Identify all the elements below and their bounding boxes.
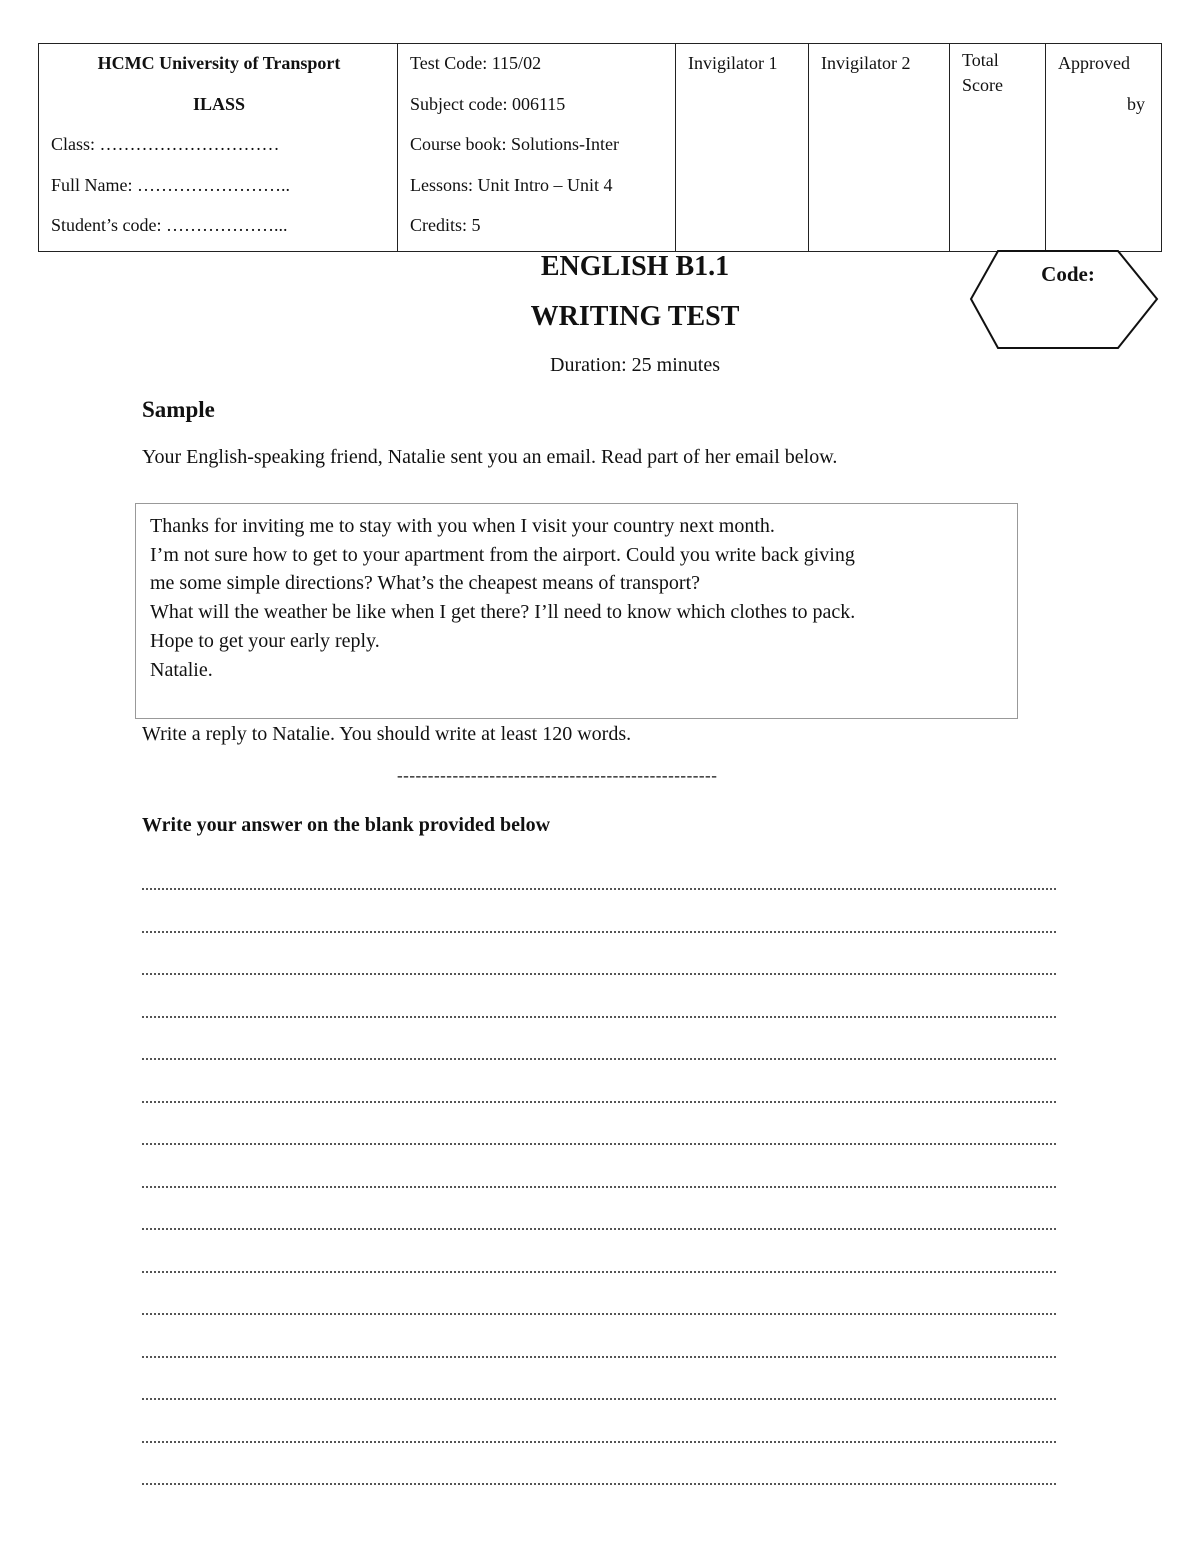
answer-line[interactable]: [142, 1481, 1056, 1485]
answer-line[interactable]: [142, 886, 1056, 890]
code-label: Code:: [1041, 262, 1095, 286]
answer-line[interactable]: [142, 1141, 1056, 1145]
invigilator-2-label: Invigilator 2: [821, 53, 911, 73]
student-code-field[interactable]: Student’s code: ………………...: [51, 215, 288, 235]
email-line: me some simple directions? What’s the cheapest means of transport?: [150, 572, 701, 595]
subject-code: Subject code: 006115: [410, 93, 566, 114]
answer-instruction: Write your answer on the blank provided below: [142, 814, 551, 836]
student-info-cell: [39, 44, 398, 252]
total-score-cell: [950, 44, 1046, 252]
exam-subtitle: WRITING TEST: [530, 301, 740, 332]
section-separator: ----------------------------------------------------: [397, 766, 718, 785]
lessons: Lessons: Unit Intro – Unit 4: [410, 174, 613, 195]
email-signature: Natalie.: [150, 658, 213, 681]
email-excerpt-box: [135, 503, 1018, 719]
full-name-field[interactable]: Full Name: ……………………..: [51, 174, 290, 195]
email-line: Thanks for inviting me to stay with you when I visit your country next month.: [150, 515, 775, 537]
answer-line[interactable]: [142, 1354, 1056, 1358]
answer-line[interactable]: [142, 929, 1056, 933]
test-info-cell: [398, 44, 676, 252]
task-instruction: Write a reply to Natalie. You should write at least 120 words.: [142, 723, 632, 745]
intro-text: Your English-speaking friend, Natalie sent you an email. Read part of her email below.: [142, 446, 838, 468]
answer-line[interactable]: [142, 1056, 1056, 1060]
invigilator-2-cell: [809, 44, 950, 252]
invigilator-1-cell: [676, 44, 809, 252]
approved-by-label: by: [1127, 93, 1145, 114]
answer-line[interactable]: [142, 1396, 1056, 1400]
code-badge: [968, 249, 1160, 351]
answer-line[interactable]: [142, 1439, 1056, 1443]
email-line: Hope to get your early reply.: [150, 629, 380, 652]
exam-duration: Duration: 25 minutes: [550, 354, 720, 376]
sample-heading: Sample: [142, 397, 215, 422]
email-line: What will the weather be like when I get there? I’ll need to know which clothes to pack.: [150, 601, 856, 624]
approved-label: Approved: [1058, 53, 1130, 73]
institute-name: ILASS: [192, 93, 246, 114]
answer-line[interactable]: [142, 1099, 1056, 1103]
approved-by-cell: [1046, 44, 1162, 252]
class-field[interactable]: Class: …………………………: [51, 134, 280, 154]
university-name: HCMC University of Transport: [97, 53, 341, 73]
credits: Credits: 5: [410, 215, 481, 235]
answer-line[interactable]: [142, 1184, 1056, 1188]
answer-line[interactable]: [142, 1269, 1056, 1273]
course-book: Course book: Solutions-Inter: [410, 134, 619, 154]
exam-title: ENGLISH B1.1: [540, 251, 730, 282]
answer-line[interactable]: [142, 1014, 1056, 1018]
answer-line[interactable]: [142, 1311, 1056, 1315]
invigilator-1-label: Invigilator 1: [688, 53, 778, 73]
answer-line[interactable]: [142, 1226, 1056, 1230]
answer-line[interactable]: [142, 971, 1056, 975]
exam-header-table: [38, 43, 1162, 252]
total-score-label: Total Score: [962, 50, 1003, 95]
test-code: Test Code: 115/02: [410, 53, 542, 73]
email-line: I’m not sure how to get to your apartment from the airport. Could you write back giving: [150, 543, 855, 566]
